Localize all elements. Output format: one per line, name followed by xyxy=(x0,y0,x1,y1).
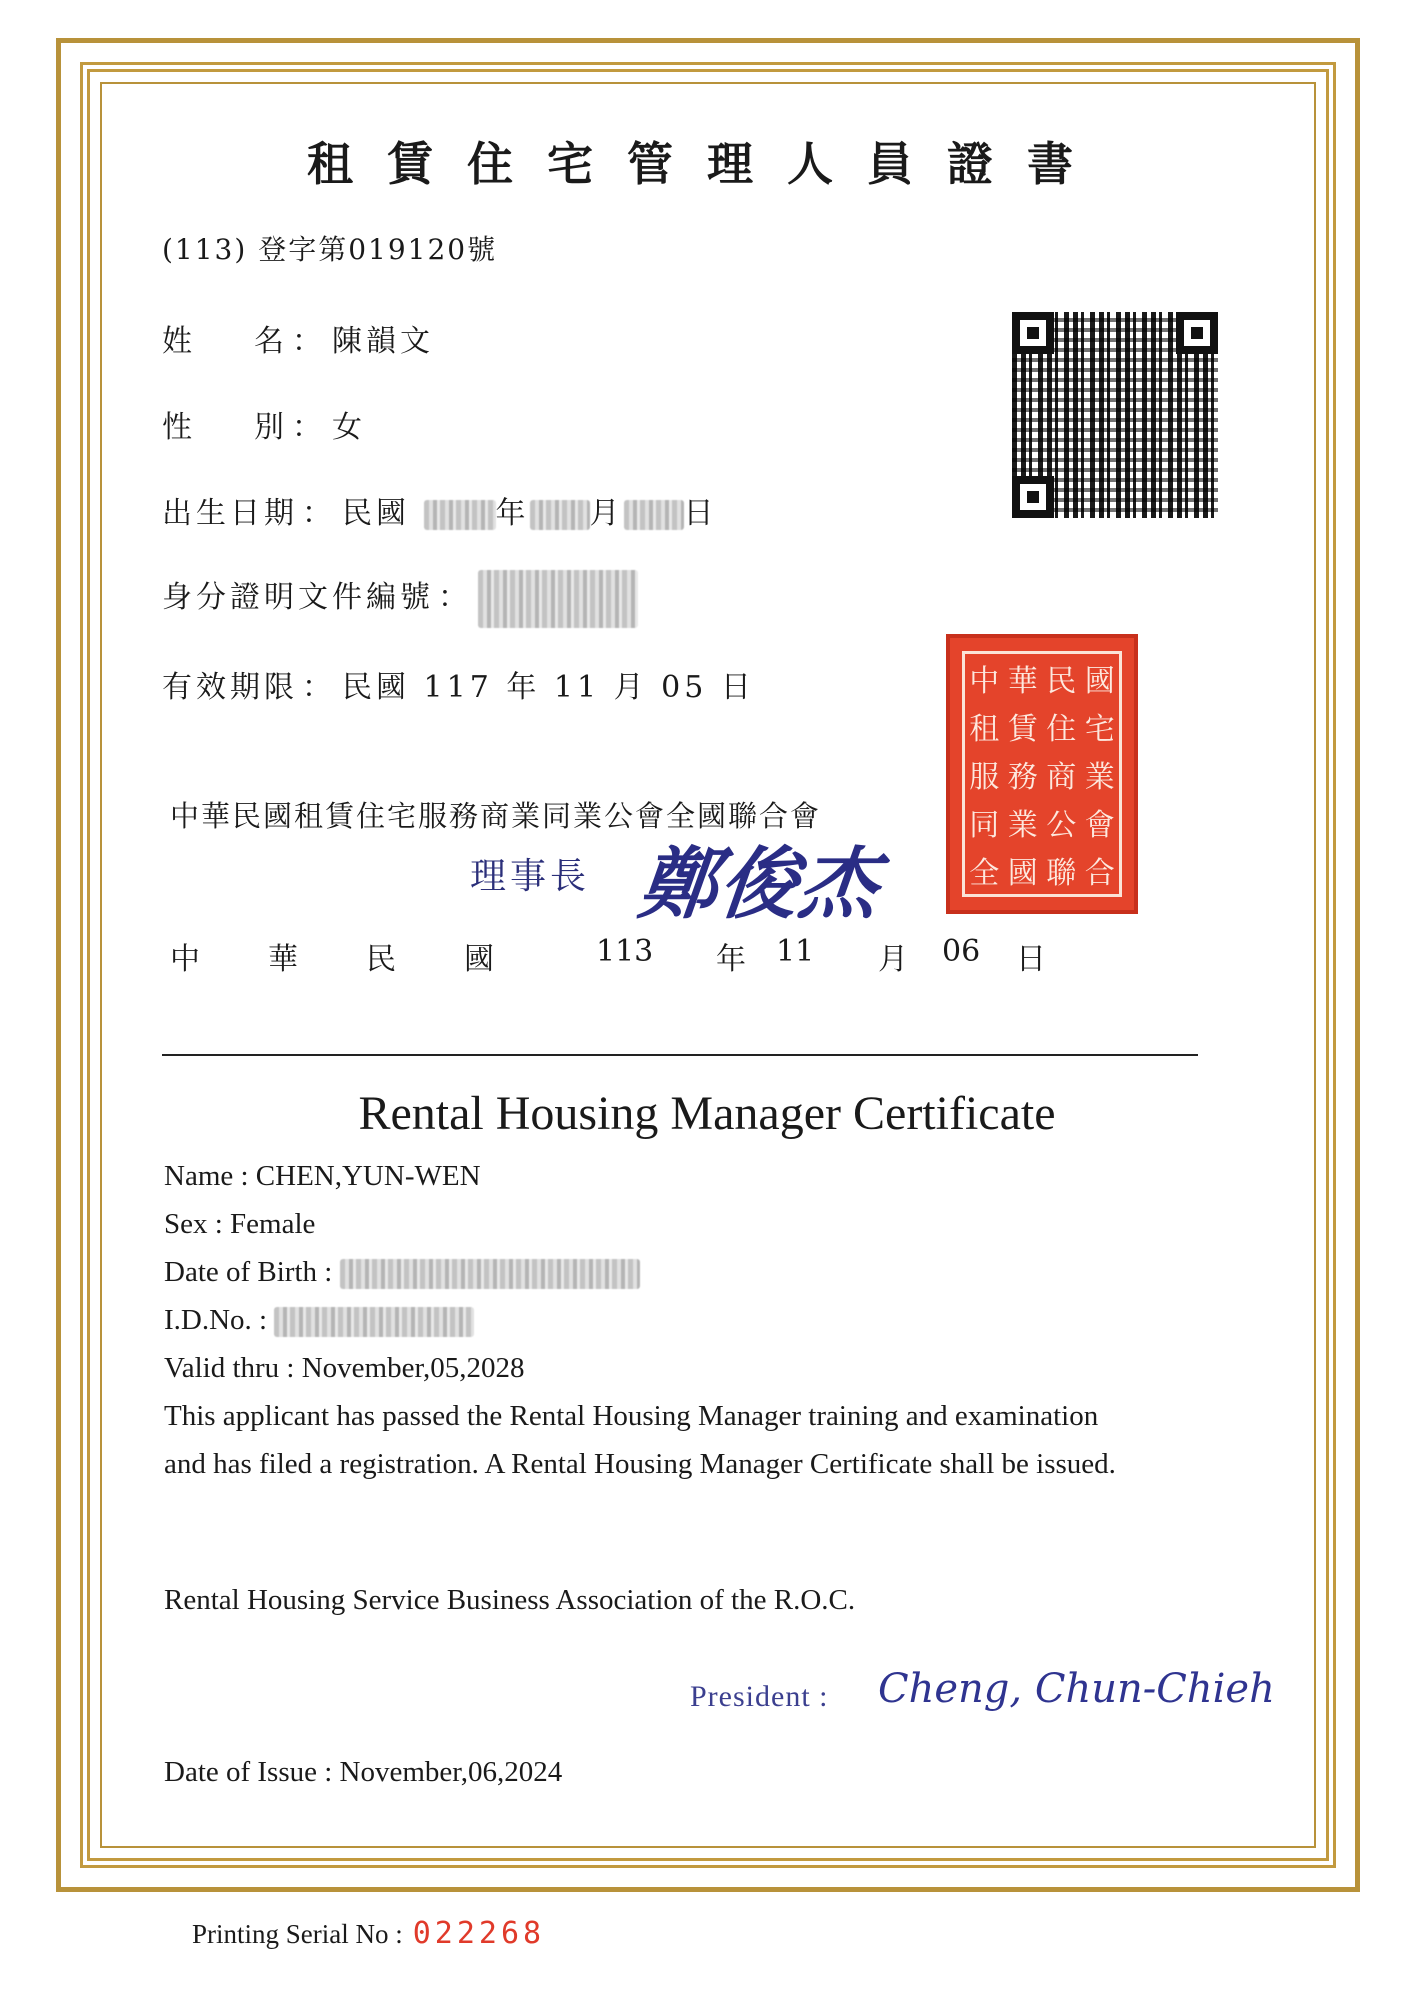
statement-line-1: This applicant has passed the Rental Housing Manager training and examination xyxy=(164,1400,1099,1432)
seal-character: 聯 xyxy=(1046,856,1077,891)
date-of-issue: Date of Issue : November,06,2024 xyxy=(164,1756,563,1788)
seal-character: 會 xyxy=(1084,808,1115,843)
qr-code xyxy=(1012,312,1218,518)
date-year: 113 xyxy=(596,934,654,969)
colon: ： xyxy=(438,580,472,615)
date-char: 日 xyxy=(1016,942,1046,977)
name-row-zh xyxy=(162,316,434,360)
redacted-id xyxy=(478,570,638,628)
seal-character: 中 xyxy=(969,664,1000,699)
sex-value: 女 xyxy=(332,410,366,445)
colon: ： xyxy=(302,496,336,531)
name-label: 姓名 xyxy=(162,324,288,359)
association-name-zh: 中華民國租賃住宅服務商業同業公會全國聯合會 xyxy=(170,799,822,833)
seal-character: 合 xyxy=(1084,856,1115,891)
seal-character: 華 xyxy=(1007,664,1038,699)
seal-character: 同 xyxy=(969,808,1000,843)
valid-en: Valid thru : November,05,2028 xyxy=(164,1352,525,1384)
date-char: 月 xyxy=(878,942,908,977)
dob-month-unit: 月 xyxy=(589,496,624,531)
dob-row-en xyxy=(164,1256,640,1289)
id-label-en: I.D.No. : xyxy=(164,1304,268,1336)
seal-character: 服 xyxy=(969,760,1000,795)
association-name-en: Rental Housing Service Business Association of the R.O.C. xyxy=(164,1584,856,1616)
date-month: 11 xyxy=(776,934,815,969)
sex-label: 性別 xyxy=(162,410,288,445)
serial-number: 022268 xyxy=(412,1916,546,1951)
colon: ： xyxy=(302,670,336,705)
seal-character: 宅 xyxy=(1084,712,1115,747)
seal-character: 商 xyxy=(1046,760,1077,795)
redacted-id-en xyxy=(274,1307,474,1337)
valid-label: 有效期限 xyxy=(162,670,298,705)
certificate-title-zh: 租賃住宅管理人員證書 xyxy=(307,137,1107,191)
seal-character: 務 xyxy=(1007,760,1038,795)
seal-character: 業 xyxy=(1007,808,1038,843)
date-char: 民 xyxy=(366,942,396,977)
seal-character: 住 xyxy=(1046,712,1077,747)
date-char: 國 xyxy=(464,942,494,977)
seal-character: 業 xyxy=(1084,760,1115,795)
certificate-title-en: Rental Housing Manager Certificate xyxy=(358,1087,1056,1140)
qr-finder-top-right xyxy=(1176,312,1218,354)
sex-en: Sex : Female xyxy=(164,1208,316,1240)
valid-row-zh xyxy=(162,662,755,706)
qr-finder-bottom-left xyxy=(1012,476,1054,518)
seal-character: 租 xyxy=(969,712,1000,747)
date-char: 中 xyxy=(170,942,200,977)
qr-finder-top-left xyxy=(1012,312,1054,354)
dob-label-en: Date of Birth : xyxy=(164,1256,333,1288)
colon: ： xyxy=(292,410,326,445)
section-divider xyxy=(162,1054,1198,1056)
valid-value: 民國 117 年 11 月 05 日 xyxy=(342,670,755,705)
sex-row-zh xyxy=(162,402,366,446)
dob-row-zh xyxy=(162,488,718,532)
seal-character: 全 xyxy=(969,856,1000,891)
statement-line-2: and has filed a registration. A Rental Housing Manager Certificate shall be issued. xyxy=(164,1448,1116,1480)
date-day: 06 xyxy=(942,934,981,969)
redacted-day xyxy=(624,500,684,530)
official-seal xyxy=(946,634,1138,914)
redacted-dob-en xyxy=(340,1259,640,1289)
id-row-zh xyxy=(162,570,638,628)
president-title-en: President : xyxy=(690,1680,829,1713)
name-value: 陳韻文 xyxy=(332,324,434,359)
seal-character: 公 xyxy=(1046,808,1077,843)
id-row-en xyxy=(164,1304,474,1337)
seal-character: 國 xyxy=(1007,856,1038,891)
date-char: 年 xyxy=(716,942,746,977)
seal-character: 國 xyxy=(1084,664,1115,699)
seal-character: 民 xyxy=(1046,664,1077,699)
printing-serial xyxy=(192,1916,545,1951)
redacted-month xyxy=(530,500,590,530)
redacted-year xyxy=(424,500,496,530)
dob-label: 出生日期 xyxy=(162,496,298,531)
dob-year-unit: 年 xyxy=(495,496,530,531)
president-signature-zh: 鄭俊杰 xyxy=(634,839,885,930)
name-en: Name : CHEN,YUN-WEN xyxy=(164,1160,481,1192)
registration-number: (113) 登字第019120號 xyxy=(162,233,498,266)
president-title-zh: 理事長 xyxy=(470,856,591,897)
dob-day-unit: 日 xyxy=(683,496,718,531)
president-signature-en: Cheng, Chun-Chieh xyxy=(878,1666,1275,1712)
date-char: 華 xyxy=(268,942,298,977)
seal-character: 賃 xyxy=(1007,712,1038,747)
id-label: 身分證明文件編號 xyxy=(162,580,434,615)
seal-characters xyxy=(962,651,1122,897)
colon: ： xyxy=(292,324,326,359)
dob-prefix: 民國 xyxy=(342,496,410,531)
serial-label: Printing Serial No : xyxy=(192,1919,403,1949)
